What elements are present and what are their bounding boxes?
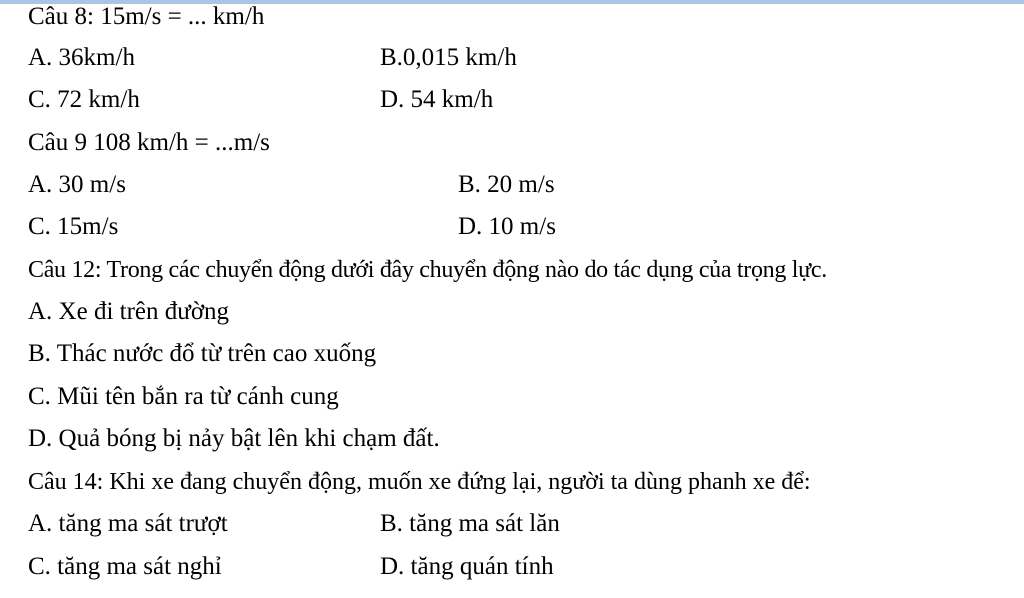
- question-14-option-c: C. tăng ma sát nghỉ: [28, 553, 222, 580]
- question-12-option-a: A. Xe đi trên đường: [28, 298, 230, 325]
- question-14-option-b: B. tăng ma sát lăn: [380, 510, 560, 537]
- question-12-option-c: C. Mũi tên bắn ra từ cánh cung: [28, 383, 339, 410]
- question-9-stem: Câu 9 108 km/h = ...m/s: [28, 129, 270, 156]
- question-12-option-d: D. Quả bóng bị nảy bật lên khi chạm đất.: [28, 425, 440, 452]
- question-8-option-b: B.0,015 km/h: [380, 44, 517, 71]
- question-9-option-b: B. 20 m/s: [458, 171, 555, 198]
- question-14-option-a: A. tăng ma sát trượt: [28, 510, 228, 537]
- question-9-option-c: C. 15m/s: [28, 213, 119, 240]
- question-8-option-a: A. 36km/h: [28, 44, 135, 71]
- question-12-stem: Câu 12: Trong các chuyển động dưới đây chuyển động nào do tác dụng của trọng lực.: [28, 257, 827, 283]
- question-8-option-c: C. 72 km/h: [28, 86, 140, 113]
- question-14-option-d: D. tăng quán tính: [380, 553, 554, 580]
- question-8-option-d: D. 54 km/h: [380, 86, 494, 113]
- question-9-option-d: D. 10 m/s: [458, 213, 556, 240]
- question-8-stem: Câu 8: 15m/s = ... km/h: [28, 3, 265, 30]
- question-12-option-b: B. Thác nước đổ từ trên cao xuống: [28, 340, 377, 367]
- question-9-option-a: A. 30 m/s: [28, 171, 126, 198]
- question-14-stem: Câu 14: Khi xe đang chuyển động, muốn xe đứng lại, người ta dùng phanh xe để:: [28, 469, 811, 495]
